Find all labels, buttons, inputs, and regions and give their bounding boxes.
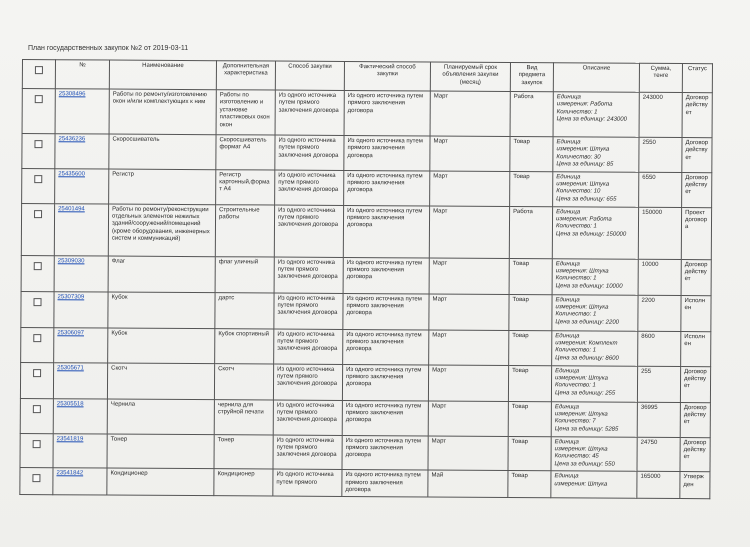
table-body bbox=[20, 89, 712, 500]
row-planned-month: Март bbox=[428, 365, 508, 401]
row-method: Из одного источника путем прямого заключения договора bbox=[274, 329, 343, 364]
row-extra: Скоросшиватель формат А4 bbox=[216, 135, 275, 170]
select-all-checkbox[interactable] bbox=[35, 66, 43, 74]
row-planned-month: Март bbox=[430, 91, 510, 136]
description-line: Цена за единицу: 243000 bbox=[556, 116, 627, 123]
table-row bbox=[20, 362, 710, 402]
description-line: Количество: 1 bbox=[554, 382, 596, 389]
row-number-cell bbox=[54, 291, 108, 327]
row-description bbox=[553, 92, 639, 138]
row-planned-month: Март bbox=[429, 258, 509, 294]
table-row bbox=[21, 255, 711, 295]
row-name: Кондиционер bbox=[107, 468, 214, 496]
table-row bbox=[21, 203, 711, 259]
row-checkbox[interactable] bbox=[33, 440, 41, 448]
row-checkbox-cell[interactable] bbox=[20, 468, 53, 495]
row-description bbox=[552, 206, 638, 259]
row-description bbox=[552, 294, 638, 331]
row-status: Исполнен bbox=[681, 295, 711, 331]
table-row bbox=[20, 398, 710, 437]
procurement-number-link[interactable]: 23541819 bbox=[56, 435, 84, 443]
description-line: Цена за единицу: 85 bbox=[556, 161, 614, 168]
row-method: Из одного источника путем прямого заключения договора bbox=[275, 90, 344, 135]
description-line: измерения: Штука bbox=[556, 181, 610, 188]
row-name: Регистр bbox=[109, 169, 216, 205]
row-sum: 6550 bbox=[639, 172, 682, 207]
row-actual-method: Из одного источника путем прямого заключения договора bbox=[342, 470, 428, 498]
header-method: Способ закупки bbox=[275, 61, 344, 90]
row-checkbox-cell[interactable] bbox=[22, 89, 55, 134]
row-status: Проект договора bbox=[681, 207, 711, 259]
description-line: Единица bbox=[555, 367, 580, 375]
row-extra: чернила для струйной печати bbox=[214, 399, 273, 434]
table-row bbox=[20, 433, 710, 472]
row-planned-month: Март bbox=[430, 171, 510, 206]
row-name: Работы по ремонту/изготовлению окон и/или комплектующих к ним bbox=[109, 89, 216, 135]
row-planned-month: Май bbox=[428, 470, 508, 498]
row-extra: Работы по изготовлению и установке пластиковых окон окон bbox=[216, 90, 275, 135]
row-planned-month: Март bbox=[429, 294, 509, 330]
description-line: Единица bbox=[555, 260, 580, 268]
row-checkbox[interactable] bbox=[34, 140, 42, 148]
description-line: измерения: Работа bbox=[556, 216, 612, 223]
procurement-number-link[interactable]: 23541842 bbox=[56, 470, 84, 477]
row-extra: Тонер bbox=[214, 434, 273, 469]
row-number-cell bbox=[54, 255, 108, 291]
row-sum: 2200 bbox=[638, 295, 681, 331]
description-line: Единица bbox=[556, 94, 581, 101]
row-sum: 10000 bbox=[638, 259, 681, 295]
row-actual-method: Из одного источника путем прямого заключения договора bbox=[343, 329, 429, 365]
description-line: Единица bbox=[555, 296, 580, 304]
row-sum: 165000 bbox=[637, 472, 680, 499]
row-actual-method: Из одного источника путем прямого заключения договора bbox=[342, 364, 428, 401]
row-sum: 24750 bbox=[637, 437, 680, 472]
header-status: Статус bbox=[682, 64, 712, 93]
row-type: Товар bbox=[508, 365, 551, 401]
row-actual-method: Из одного источника путем прямого заключения договора bbox=[342, 435, 428, 470]
row-number-cell bbox=[54, 327, 108, 362]
header-actual-method: Фактический способ закупки bbox=[344, 61, 430, 91]
description-line: Единица bbox=[556, 173, 581, 181]
row-planned-month: Март bbox=[429, 206, 509, 258]
row-checkbox[interactable] bbox=[34, 262, 42, 270]
row-type: Товар bbox=[510, 136, 553, 171]
row-planned-month: Март bbox=[428, 436, 508, 471]
description-line: Количество: 7 bbox=[554, 418, 596, 425]
row-checkbox[interactable] bbox=[33, 405, 41, 413]
table-row bbox=[20, 468, 710, 499]
row-description bbox=[553, 171, 639, 207]
description-line: Цена за единицу: 655 bbox=[556, 196, 617, 203]
row-type: Товар bbox=[509, 258, 552, 294]
row-checkbox[interactable] bbox=[33, 369, 41, 377]
select-all-checkbox-cell[interactable] bbox=[22, 60, 55, 89]
row-status: Исполнен bbox=[681, 331, 711, 366]
description-line: измерения: Штука bbox=[554, 411, 608, 418]
description-line: Цена за единицу: 8600 bbox=[555, 355, 619, 362]
row-actual-method: Из одного источника путем прямого заключения договора bbox=[343, 257, 429, 294]
row-extra: Скотч bbox=[214, 363, 273, 399]
row-checkbox-cell[interactable] bbox=[21, 203, 54, 255]
description-line: Количество: 1 bbox=[555, 275, 597, 282]
row-description bbox=[552, 330, 638, 366]
description-line: измерения: Штука bbox=[554, 446, 608, 453]
description-line: Количество: 1 bbox=[555, 223, 597, 230]
procurement-number-link[interactable]: 25308496 bbox=[58, 91, 86, 98]
row-planned-month: Март bbox=[429, 330, 509, 365]
procurement-number-link[interactable]: 25306097 bbox=[57, 329, 85, 337]
row-planned-month: Март bbox=[428, 401, 508, 436]
description-line: измерения: Штука bbox=[556, 146, 610, 153]
row-checkbox[interactable] bbox=[34, 175, 42, 183]
row-name: Тонер bbox=[107, 434, 214, 469]
row-description bbox=[551, 436, 637, 471]
row-type: Работа bbox=[509, 206, 552, 258]
row-name: Скотч bbox=[107, 363, 214, 400]
row-method: Из одного источника путем прямого заключения договора bbox=[273, 364, 342, 400]
row-type: Работа bbox=[510, 91, 553, 136]
description-line: Единица bbox=[554, 473, 579, 480]
row-extra: Кондиционер bbox=[214, 469, 273, 497]
row-description bbox=[551, 401, 637, 437]
table-row bbox=[22, 168, 712, 207]
description-line: измерения: Штука bbox=[555, 375, 608, 382]
row-checkbox-cell[interactable] bbox=[22, 168, 55, 203]
description-line: Цена за единицу: 550 bbox=[554, 461, 615, 468]
description-line: измерения: Штука bbox=[555, 304, 609, 311]
header-type: Вид предмета закупок bbox=[510, 62, 553, 91]
row-sum: 8600 bbox=[638, 331, 681, 366]
row-method: Из одного источника путем прямого заключения договора bbox=[274, 257, 343, 293]
description-line: Цена за единицу: 255 bbox=[554, 390, 616, 397]
row-sum: 255 bbox=[637, 366, 680, 402]
description-line: Количество: 1 bbox=[556, 109, 598, 116]
row-method: Из одного источника путем прямого заключения договора bbox=[273, 400, 342, 435]
row-sum: 150000 bbox=[638, 207, 681, 259]
description-line: Единица bbox=[556, 139, 581, 146]
row-type: Товар bbox=[510, 171, 553, 206]
row-number-cell bbox=[55, 168, 109, 203]
row-name: Кубок bbox=[108, 328, 215, 364]
description-line: Цена за единицу: 2200 bbox=[555, 319, 620, 326]
row-status: Договор действует bbox=[682, 93, 712, 138]
row-name: Скоросшиватель bbox=[109, 134, 216, 169]
header-planned-month: Планируемый срок объявления закупки (месяц) bbox=[430, 62, 510, 91]
row-checkbox-cell[interactable] bbox=[20, 362, 53, 398]
row-checkbox-cell[interactable] bbox=[20, 398, 53, 433]
procurement-number-link[interactable]: 25401494 bbox=[58, 205, 85, 213]
row-number-cell bbox=[55, 89, 109, 134]
row-checkbox-cell[interactable] bbox=[21, 327, 54, 362]
header-sum: Сумма, тенге bbox=[639, 63, 682, 92]
row-status: Договор действует bbox=[680, 437, 710, 472]
row-type: Товар bbox=[509, 294, 552, 330]
row-actual-method: Из одного источника путем прямого заключения договора bbox=[342, 400, 428, 436]
row-extra: Регистр картонный,формат А4 bbox=[216, 169, 275, 204]
header-num: № bbox=[55, 60, 109, 89]
row-method: Из одного источника путем прямого заключения договора bbox=[274, 293, 343, 329]
procurement-number-link[interactable]: 25307309 bbox=[57, 293, 85, 301]
row-number-cell bbox=[53, 398, 107, 433]
description-line: Цена за единицу: 10000 bbox=[555, 283, 623, 290]
row-type: Товар bbox=[509, 330, 552, 365]
description-line: измерения: Работа bbox=[556, 101, 613, 109]
description-line: измерения: Штука bbox=[554, 480, 608, 488]
header-name: Наименование bbox=[109, 60, 216, 90]
row-description bbox=[551, 365, 637, 402]
description-line: Количество: 1 bbox=[555, 347, 597, 354]
description-line: Количество: 10 bbox=[556, 188, 601, 195]
row-method: Из одного источника путем прямого bbox=[273, 469, 342, 497]
row-planned-month: Март bbox=[430, 136, 510, 171]
row-checkbox[interactable] bbox=[33, 334, 41, 342]
row-checkbox-cell[interactable] bbox=[20, 433, 53, 468]
table-row bbox=[21, 327, 711, 366]
row-method: Из одного источника путем прямого заключения договора bbox=[275, 170, 344, 205]
row-status: Договор действует bbox=[681, 259, 711, 295]
row-extra: Кубок спортивный bbox=[215, 328, 274, 363]
description-line: Количество: 45 bbox=[554, 453, 599, 460]
row-type: Товар bbox=[508, 401, 551, 436]
header-extra: Дополнительная характеристика bbox=[216, 61, 275, 90]
row-status: Договор действует bbox=[682, 138, 712, 173]
row-sum: 243000 bbox=[639, 92, 682, 137]
row-checkbox[interactable] bbox=[32, 474, 40, 482]
document-title: План государственных закупок №2 от 2019-03-11 bbox=[28, 45, 189, 52]
row-checkbox[interactable] bbox=[33, 298, 41, 306]
row-sum: 2550 bbox=[639, 137, 682, 172]
row-number-cell bbox=[53, 468, 107, 496]
row-type: Товар bbox=[508, 436, 551, 471]
header-description: Описание bbox=[553, 63, 639, 93]
row-number-cell bbox=[55, 134, 109, 169]
row-name: Работы по ремонту/реконструкции отдельных элементов нежилых зданий/сооружений/помещений (кроме оборудования, инженерных систем и коммуникаций) bbox=[108, 204, 215, 257]
row-actual-method: Из одного источника путем прямого заключения договора bbox=[343, 293, 429, 330]
row-description bbox=[552, 258, 638, 295]
row-method: Из одного источника путем прямого заключения договора bbox=[273, 435, 342, 470]
description-line: Цена за единицу: 5285 bbox=[554, 426, 619, 433]
procurement-number-link[interactable]: 25435600 bbox=[58, 170, 86, 178]
row-sum: 36995 bbox=[637, 402, 680, 437]
row-name: Кубок bbox=[108, 292, 215, 329]
description-line: измерения: Штука bbox=[555, 268, 609, 275]
table-row bbox=[21, 291, 711, 331]
row-actual-method: Из одного источника путем прямого заключения договора bbox=[343, 205, 429, 258]
procurement-number-link[interactable]: 25436236 bbox=[58, 136, 86, 143]
row-method: Из одного источника путем прямого заключения договора bbox=[275, 135, 344, 170]
row-extra: Строительные работы bbox=[215, 204, 274, 256]
row-description bbox=[553, 137, 639, 172]
row-name: Чернила bbox=[107, 399, 214, 435]
procurement-number-link[interactable]: 25309030 bbox=[57, 257, 85, 265]
row-actual-method: Из одного источника путем прямого заключения договора bbox=[344, 135, 430, 170]
row-number-cell bbox=[53, 433, 107, 468]
procurement-number-link[interactable]: 25305671 bbox=[57, 364, 84, 372]
description-line: Цена за единицу: 150000 bbox=[555, 231, 627, 238]
description-line: Количество: 1 bbox=[555, 311, 597, 318]
row-extra: дартс bbox=[215, 292, 274, 328]
row-checkbox-cell[interactable] bbox=[21, 291, 54, 327]
table-header-row bbox=[22, 60, 712, 93]
row-checkbox-cell[interactable] bbox=[22, 134, 55, 169]
row-actual-method: Из одного источника путем прямого заключения договора bbox=[344, 90, 430, 136]
description-line: Единица bbox=[555, 332, 580, 340]
row-method: Из одного источника путем прямого заключения договора bbox=[274, 205, 343, 257]
row-checkbox[interactable] bbox=[35, 95, 43, 103]
row-status: Утвержден bbox=[680, 472, 710, 499]
row-extra: флаг уличный bbox=[215, 256, 274, 292]
row-name: Флаг bbox=[108, 256, 215, 293]
row-checkbox-cell[interactable] bbox=[21, 255, 54, 291]
row-status: Договор действует bbox=[682, 172, 712, 207]
row-status: Договор действует bbox=[680, 402, 710, 437]
description-line: Количество: 30 bbox=[556, 154, 601, 161]
row-type: Товар bbox=[508, 471, 551, 498]
table-row bbox=[22, 134, 712, 173]
row-description bbox=[551, 471, 637, 499]
procurement-number-link[interactable]: 25305518 bbox=[56, 400, 84, 408]
row-actual-method: Из одного источника путем прямого заключения договора bbox=[344, 170, 430, 206]
description-line: Единица bbox=[556, 208, 581, 216]
row-status: Договор действует bbox=[680, 366, 710, 402]
row-checkbox[interactable] bbox=[34, 210, 42, 218]
description-line: Единица bbox=[554, 438, 579, 446]
row-number-cell bbox=[53, 362, 107, 398]
description-line: Единица bbox=[554, 403, 580, 411]
row-number-cell bbox=[54, 203, 108, 255]
table-row bbox=[22, 89, 712, 138]
procurement-plan-table bbox=[19, 59, 713, 500]
description-line: измерения: Комплект bbox=[555, 340, 618, 347]
